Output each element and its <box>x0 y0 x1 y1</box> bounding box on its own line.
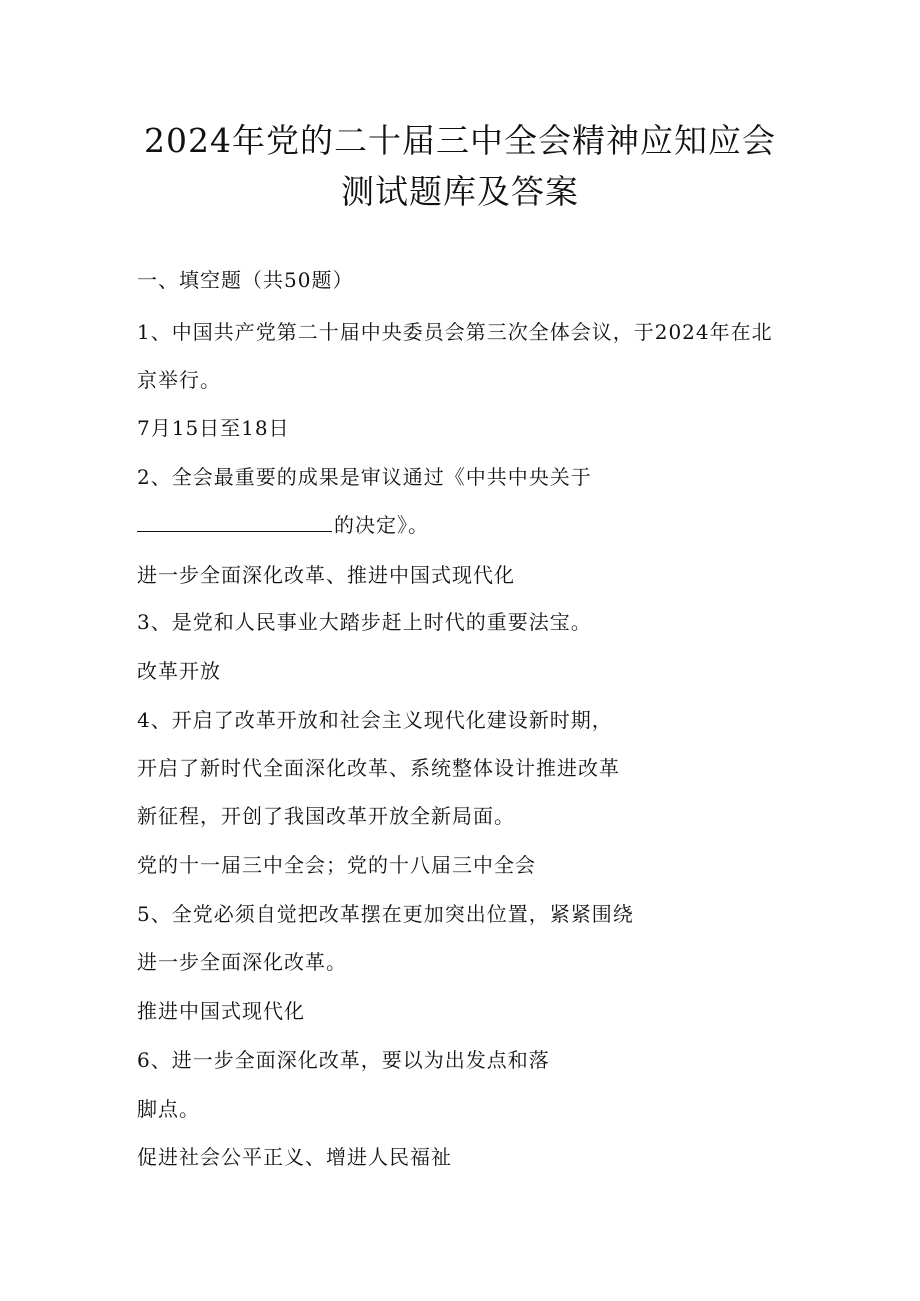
answer-3: 改革开放 <box>137 659 221 683</box>
question-5-line-2: 进一步全面深化改革。 <box>137 950 347 974</box>
answer-4: 党的十一届三中全会；党的十八届三中全会 <box>137 853 536 877</box>
question-4-line-3: 新征程，开创了我国改革开放全新局面。 <box>137 804 515 828</box>
section-heading: 一、填空题（共50题） <box>137 268 354 292</box>
answer-1: 7月15日至18日 <box>137 416 290 440</box>
question-1-line-2: 京举行。 <box>137 368 221 392</box>
question-1-line-1: 1、中国共产党第二十届中央委员会第三次全体会议，于2024年在北 <box>137 320 773 344</box>
question-6-line-1: 6、进一步全面深化改革，要以为出发点和落 <box>137 1048 550 1072</box>
question-2-line-2-text: 的决定》。 <box>334 513 429 537</box>
question-5-line-1: 5、全党必须自觉把改革摆在更加突出位置，紧紧围绕 <box>137 902 634 926</box>
question-4-line-1: 4、开启了改革开放和社会主义现代化建设新时期， <box>137 708 613 732</box>
fill-blank <box>137 531 332 532</box>
question-6-line-2: 脚点。 <box>137 1097 200 1121</box>
question-2-line-1: 2、全会最重要的成果是审议通过《中共中央关于 <box>137 465 592 489</box>
question-3-line-1: 3、是党和人民事业大踏步赶上时代的重要法宝。 <box>137 610 592 634</box>
title-line-1: 2024年党的二十届三中全会精神应知应会 <box>144 121 776 160</box>
answer-6: 促进社会公平正义、增进人民福祉 <box>137 1145 452 1169</box>
answer-5: 推进中国式现代化 <box>137 999 305 1023</box>
answer-2: 进一步全面深化改革、推进中国式现代化 <box>137 563 515 587</box>
question-4-line-2: 开启了新时代全面深化改革、系统整体设计推进改革 <box>137 756 620 780</box>
title-line-2: 测试题库及答案 <box>341 172 579 211</box>
question-2-line-2 <box>137 509 429 538</box>
